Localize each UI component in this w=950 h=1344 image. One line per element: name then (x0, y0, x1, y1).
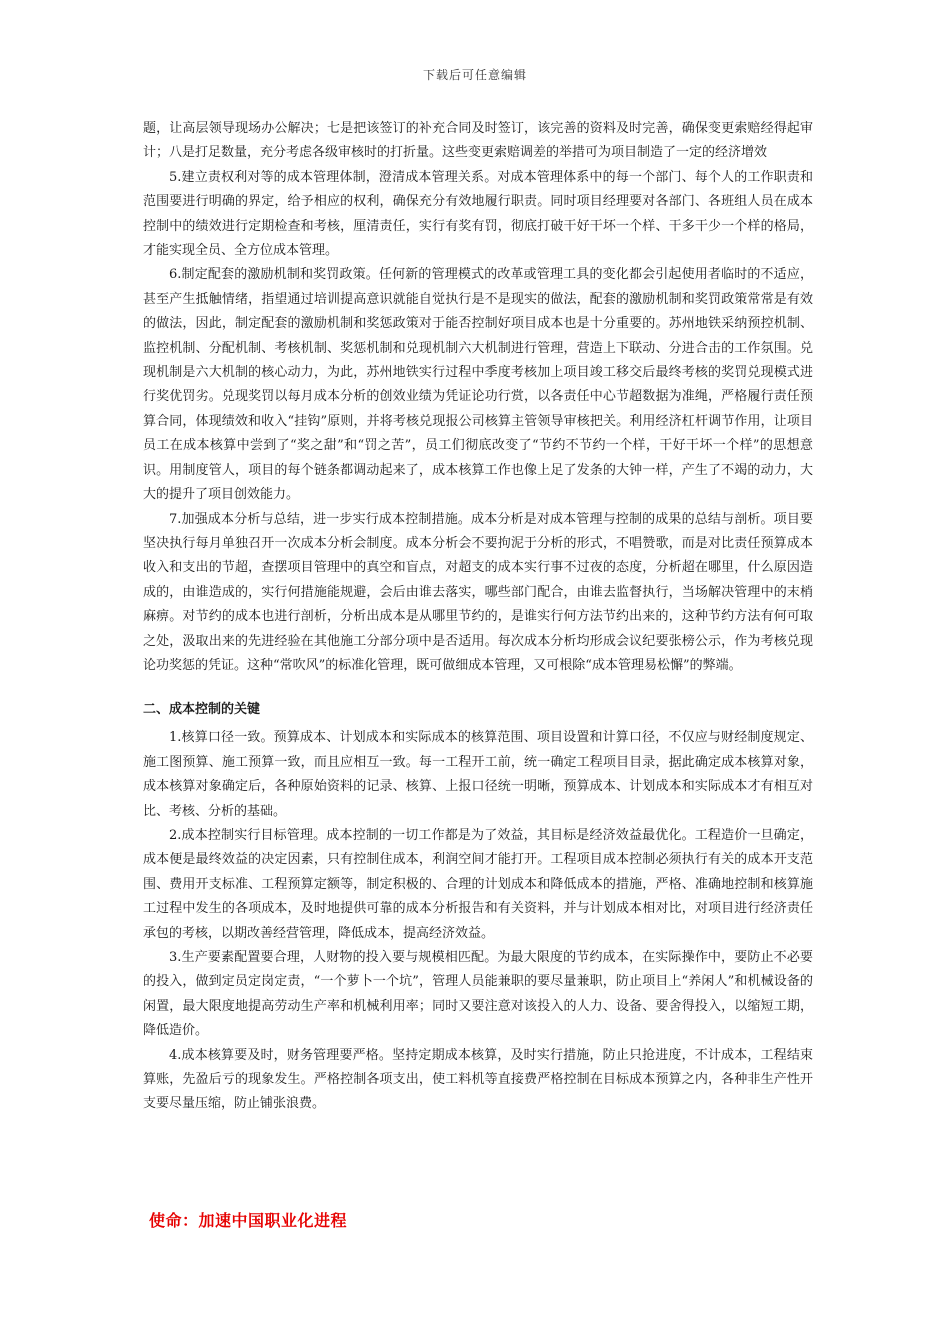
paragraph-item-7: 7.加强成本分析与总结，进一步实行成本控制措施。成本分析是对成本管理与控制的成果的总结与剖析。项目要坚决执行每月单独召开一次成本分析会制度。成本分析会不要拘泥于分析的形式，不唱赞歌，而是对比责任预算成本收入和支出的节超，查摆项目管理中的真空和盲点，对超支的成本实行事不过夜的态度，分析超在哪里，什么原因造成的，由谁造成的，实行何措施能规避，会后由谁去落实，哪些部门配合，由谁去监督执行，当场解决管理中的末梢麻痹。对节约的成本也进行剖析，分析出成本是从哪里节约的，是谁实行何方法节约出来的，这种节约方法有何可取之处，汲取出来的先进经验在其他施工分部分项中是否适用。每次成本分析均形成会议纪要张榜公示，作为考核兑现论功奖惩的凭证。这种“常吹风”的标准化管理，既可做细成本管理，又可根除“成本管理易松懈”的弊端。 (143, 511, 813, 673)
section-heading-cost-control-key: 二、成本控制的关键 (143, 702, 261, 718)
paragraph-item-6: 6.制定配套的激励机制和奖罚政策。任何新的管理模式的改革或管理工具的变化都会引起使用者临时的不适应，甚至产生抵触情绪，指望通过培训提高意识就能自觉执行是不是现实的做法，配套的激励机制和奖罚政策常常是有效的做法，因此，制定配套的激励机制和奖惩政策对于能否控制好项目成本也是十分重要的。苏州地铁采纳预控机制、监控机制、分配机制、考核机制、奖惩机制和兑现机制六大机制进行管理，营造上下联动、分进合击的工作氛围。兑现机制是六大机制的核心动力，为此，苏州地铁实行过程中季度考核加上项目竣工移交后最终考核的奖罚兑现模式进行奖优罚劣。兑现奖罚以每月成本分析的创效业绩为凭证论功行赏，以各责任中心节超数据为准绳，严格履行责任预算合同，体现绩效和收入“挂钩”原则，并将考核兑现报公司核算主管领导审核把关。利用经济杠杆调节作用，让项目员工在成本核算中尝到了“奖之甜”和“罚之苦”，员工们彻底改变了“节约不节约一个样，干好干坏一个样”的思想意识。用制度管人，项目的每个链条都调动起来了，成本核算工作也像上足了发条的大钟一样，产生了不竭的动力，大大的提升了项目创效能力。 (143, 267, 813, 503)
paragraph-key-4: 4.成本核算要及时，财务管理要严格。坚持定期成本核算，及时实行措施，防止只抢进度，不计成本，工程结束算账，先盈后亏的现象发生。严格控制各项支出，使工料机等直接费严格控制在目标成本预算之内，各种非生产性开支要尽量压缩，防止铺张浪费。 (143, 1047, 813, 1112)
paragraph-key-3: 3.生产要素配置要合理，人财物的投入要与规模相匹配。为最大限度的节约成本，在实际操作中，要防止不必要的投入，做到定员定岗定责，“一个萝卜一个坑”，管理人员能兼职的要尽量兼职，防止项目上“养闲人”和机械设备的闲置，最大限度地提高劳动生产率和机械利用率；同时又要注意对该投入的人力、设备、要舍得投入，以缩短工期，降低造价。 (143, 950, 813, 1039)
mission-slogan: 使命：加速中国职业化进程 (149, 1211, 348, 1230)
document-body (143, 117, 813, 1117)
paragraph-continuation: 题，让高层领导现场办公解决；七是把该签订的补充合同及时签订，该完善的资料及时完善，确保变更索赔经得起审计；八是打足数量，充分考虑各级审核时的打折量。这些变更索赔调差的举措可为项目制造了一定的经济增效 (143, 121, 813, 161)
paragraph-key-2: 2.成本控制实行目标管理。成本控制的一切工作都是为了效益，其目标是经济效益最优化。工程造价一旦确定，成本便是最终效益的决定因素，只有控制住成本，利润空间才能打开。工程项目成本控制必须执行有关的成本开支范围、费用开支标准、工程预算定额等，制定积极的、合理的计划成本和降低成本的措施，严格、准确地控制和核算施工过程中发生的各项成本，及时地提供可靠的成本分析报告和有关资料，并与计划成本相对比，对项目进行经济责任承包的考核，以期改善经营管理，降低成本，提高经济效益。 (143, 827, 813, 941)
page-header: 下载后可任意编辑 (422, 68, 527, 82)
paragraph-key-1: 1.核算口径一致。预算成本、计划成本和实际成本的核算范围、项目设置和计算口径，不仅应与财经制度规定、施工图预算、施工预算一致，而且应相互一致。每一工程开工前，统一确定工程项目目录，据此确定成本核算对象，成本核算对象确定后，各种原始资料的记录、核算、上报口径统一明晰，预算成本、计划成本和实际成本才有相互对比、考核、分析的基础。 (143, 730, 813, 819)
paragraph-item-5: 5.建立责权利对等的成本管理体制，澄清成本管理关系。对成本管理体系中的每一个部门、每个人的工作职责和范围要进行明确的界定，给予相应的权利，确保充分有效地履行职责。同时项目经理要对各部门、各班组人员在成本控制中的绩效进行定期检查和考核，厘清责任，实行有奖有罚，彻底打破干好干坏一个样、干多干少一个样的格局，才能实现全员、全方位成本管理。 (143, 169, 813, 259)
